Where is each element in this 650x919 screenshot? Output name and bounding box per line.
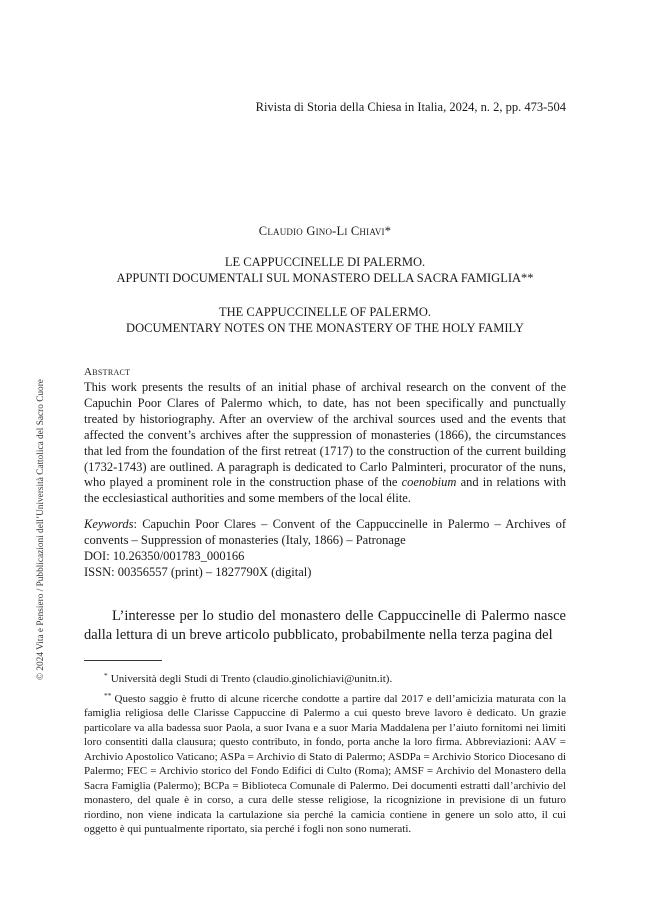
footnote-2-mark: ** [104, 690, 112, 700]
article-metadata [84, 517, 566, 581]
title-italian-line-2: APPUNTI DOCUMENTALI SUL MONASTERO DELLA SACRA FAMIGLIA** [116, 271, 534, 285]
footnote-1-text: Università degli Studi di Trento (claudio.ginolichiavi@unitn.it). [110, 673, 393, 685]
issn: ISSN: 00356557 (print) – 1827790X (digital) [84, 564, 312, 579]
footnote-separator [84, 660, 162, 661]
body-paragraph: L’interesse per lo studio del monastero delle Cappuccinelle di Palermo nasce dalla lettura di un breve articolo pubblicato, probabilmente nella terza pagina del [84, 608, 566, 643]
author-name: Claudio Gino-Li Chiavi* [258, 224, 392, 238]
keywords [84, 517, 566, 549]
footnote-2-text: Questo saggio è frutto di alcune ricerche condotte a partire dal 2017 e dell’amicizia maturata con la famiglia religiosa delle Clarisse Cappuccine di Palermo a cui questo breve lavoro è dedicato. Un grazie particolare va alla badessa suor Paola, a suor Ivana e a suor Maria Maddalena per l’aiuto fornitomi nei limiti loro consentiti dalla clausura; questo contributo, in fondo, porta anche la loro firma. Abbreviazioni: AAV = Archivio Apostolico Vaticano; ASPa = Archivio di Stato di Palermo; ASDPa = Archivio Storico Diocesano di Palermo; FEC = Archivio storico del Fondo Edifici di Culto (Roma); AMSF = Archivio del Monastero della Sacra Famiglia (Palermo); BCPa = Biblioteca Comunale di Palermo. Dei documenti estratti dall’archivio del monastero, del quale è in corso, a cura delle stesse religiose, la ricognizione in previsione di un futuro riordino, non viene indicata la cartulazione sia perché la camicia contiene in genere un solo atto, il cui oggetto è qui puntualmente riportato, sia perché i fogli non sono numerati. [84, 692, 566, 835]
keywords-text: : Capuchin Poor Clares – Convent of the Cappuccinelle in Palermo – Archives of convents – Suppression of monasteries (Italy, 1866) – Patronage [84, 517, 566, 547]
abstract-text-part-2: and in relations with the ecclesiastical authorities and some members of the local élite. [84, 475, 566, 506]
abstract-text-part-1: This work presents the results of an initial phase of archival research on the convent of the Capuchin Poor Clares of Palermo which, to date, has not been specifically and punctually treated by historiography. After an overview of the archival sources used and the events that affected the convent’s archives after the suppression of monasteries (1866), the circumstances that led from the foundation of the first retreat (1717) to the construction of the current building (1732-1743) are outlined. A paragraph is dedicated to Carlo Palminteri, procurator of the nuns, who played a prominent role in the construction phase of the [84, 380, 566, 490]
doi: DOI: 10.26350/001783_000166 [84, 548, 245, 563]
footnote-1 [84, 669, 566, 687]
title-english-line-1: THE CAPPUCCINELLE OF PALERMO. [218, 305, 432, 319]
title-italian [0, 254, 650, 286]
footnote-1-mark: * [104, 671, 108, 680]
title-english-line-2: DOCUMENTARY NOTES ON THE MONASTERY OF THE HOLY FAMILY [126, 321, 524, 335]
keywords-label: Keywords [84, 517, 134, 531]
journal-citation: Rivista di Storia della Chiesa in Italia, 2024, n. 2, pp. 473-504 [255, 100, 566, 114]
footnote-2 [84, 689, 566, 837]
abstract-italic-term: coenobium [401, 475, 457, 490]
copyright-sidebar: © 2024 Vita e Pensiero / Pubblicazioni dell’Università Cattolica del Sacro Cuore [36, 379, 46, 680]
title-italian-line-1: LE CAPPUCCINELLE DI PALERMO. [224, 255, 426, 269]
abstract-heading: Abstract [84, 366, 131, 378]
abstract-text [84, 380, 566, 507]
title-english [0, 304, 650, 336]
footnotes [84, 669, 566, 839]
